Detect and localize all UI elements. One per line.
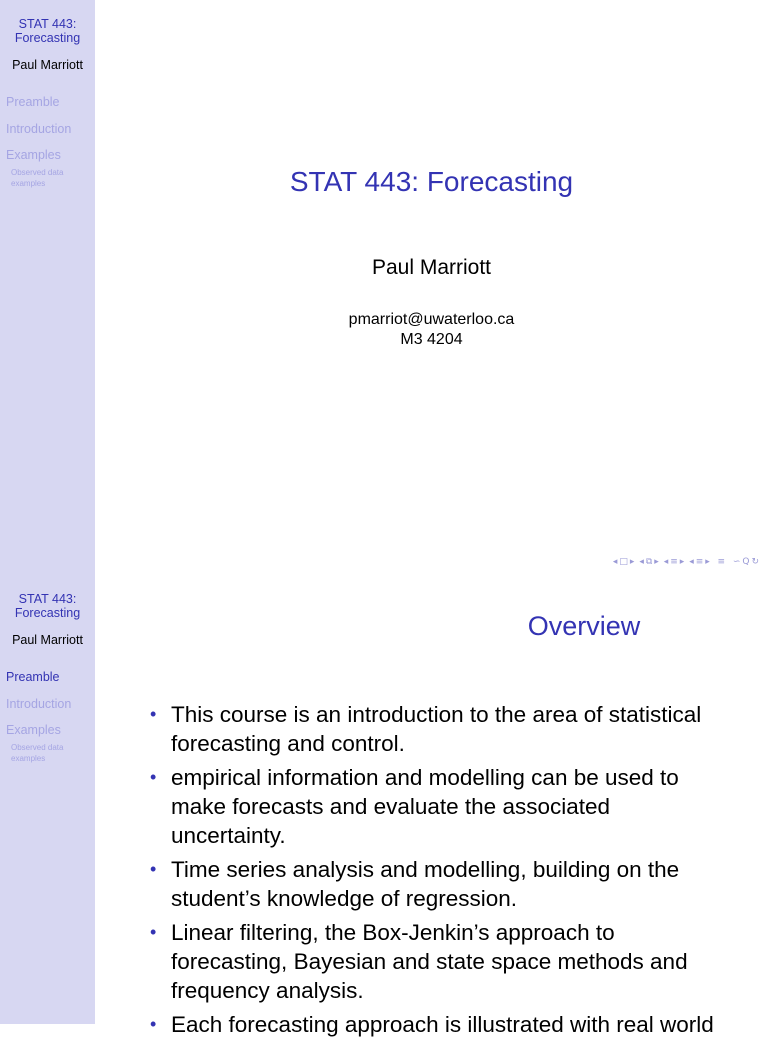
list-item	[150, 763, 730, 850]
list-item-text: Each forecasting approach is illustrated with real world	[171, 1012, 714, 1037]
author-email: pmarriot@uwaterloo.ca	[348, 311, 515, 328]
sidebar-item-preamble[interactable]: Preamble	[6, 670, 60, 684]
bullet-icon: •	[150, 922, 157, 942]
nav-next-section-icon[interactable]: ▸	[705, 557, 710, 567]
nav-frame-icon[interactable]: ⧉	[645, 557, 653, 567]
list-item-text: Time series analysis and modelling, building on the student’s knowledge of regression.	[171, 857, 680, 911]
bullet-list	[150, 700, 730, 1044]
nav-slide-icon[interactable]: □	[619, 557, 628, 567]
list-item	[150, 1010, 730, 1039]
list-item-text: This course is an introduction to the area of statistical forecasting and control.	[171, 702, 702, 756]
sidebar-subitem-observed-data[interactable]: Observed data examples	[11, 168, 64, 188]
beamer-navigation-bar	[612, 557, 760, 567]
nav-document-icon[interactable]: ≡	[717, 557, 726, 567]
sidebar-author: Paul Marriott	[12, 58, 83, 72]
nav-back-icon[interactable]: ∽	[732, 557, 741, 567]
sidebar-item-introduction[interactable]: Introduction	[6, 122, 72, 136]
bullet-icon: •	[150, 704, 157, 724]
nav-next-slide-icon[interactable]: ▸	[629, 557, 635, 567]
list-item	[150, 855, 730, 913]
sidebar-title[interactable]: STAT 443: Forecasting	[14, 17, 81, 45]
sidebar-item-examples[interactable]: Examples	[6, 723, 61, 737]
bullet-icon: •	[150, 859, 157, 879]
nav-prev-section-icon[interactable]: ◂	[689, 557, 694, 567]
sidebar	[0, 575, 95, 1024]
overview-slide	[0, 575, 768, 1037]
nav-subsection-icon[interactable]: ≡	[670, 557, 678, 567]
sidebar-item-examples[interactable]: Examples	[6, 148, 61, 162]
author-office: M3 4204	[400, 331, 463, 348]
nav-section-icon[interactable]: ≡	[695, 557, 704, 567]
nav-prev-frame-icon[interactable]: ◂	[639, 557, 644, 567]
presentation-author: Paul Marriott	[371, 256, 492, 279]
nav-prev-subsection-icon[interactable]: ◂	[663, 557, 669, 567]
bullet-icon: •	[150, 767, 157, 787]
frame-title: Overview	[527, 611, 641, 641]
nav-search-icon[interactable]: Q	[742, 557, 750, 567]
sidebar-title[interactable]: STAT 443: Forecasting	[14, 592, 81, 620]
sidebar	[0, 0, 95, 575]
sidebar-item-introduction[interactable]: Introduction	[6, 697, 72, 711]
list-item-text: empirical information and modelling can be used to make forecasts and evaluate the associated uncertainty.	[171, 765, 679, 848]
nav-prev-slide-icon[interactable]: ◂	[612, 557, 618, 567]
nav-forward-icon[interactable]: ↻	[751, 557, 759, 567]
presentation-title: STAT 443: Forecasting	[289, 166, 574, 197]
sidebar-author: Paul Marriott	[12, 633, 83, 647]
sidebar-subitem-observed-data[interactable]: Observed data examples	[11, 743, 64, 763]
list-item	[150, 700, 730, 758]
nav-next-subsection-icon[interactable]: ▸	[679, 557, 685, 567]
bullet-icon: •	[150, 1014, 157, 1034]
nav-next-frame-icon[interactable]: ▸	[654, 557, 659, 567]
list-item-text: Linear filtering, the Box-Jenkin’s approach to forecasting, Bayesian and state space methods and frequency analysis.	[171, 920, 688, 1003]
sidebar-item-preamble[interactable]: Preamble	[6, 95, 60, 109]
list-item	[150, 918, 730, 1005]
